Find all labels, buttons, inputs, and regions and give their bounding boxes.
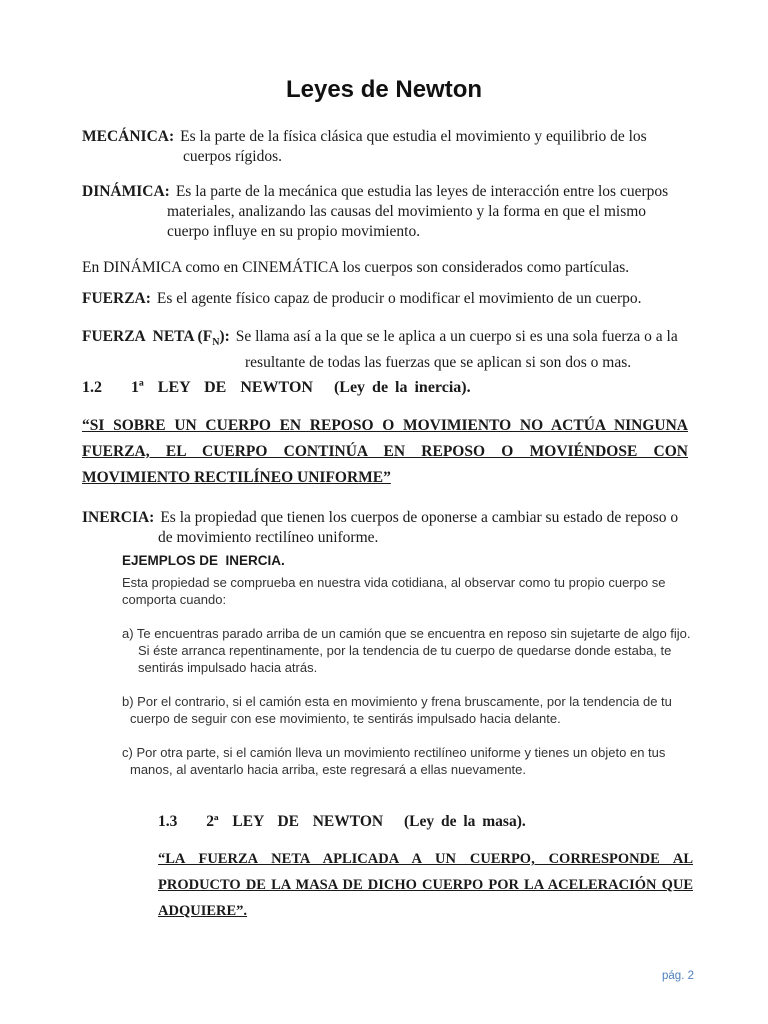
section-subtitle: (Ley de la inercia). [333,379,471,396]
examples-title: EJEMPLOS DE INERCIA. [122,553,285,568]
term-fuerza: FUERZA: [82,290,151,307]
definition-mecanica-line1: Es la parte de la física clásica que estudia el movimiento y equilibrio de los [180,128,647,145]
inertia-examples [122,553,692,778]
particles-statement: En DINÁMICA como en CINEMÁTICA los cuerpos son considerados como partículas. [82,259,630,276]
first-law-line1: “SI SOBRE UN CUERPO EN REPOSO O MOVIMIENTO NO ACTÚA NINGUNA [82,417,688,434]
definition-fuerza-text: Es el agente físico capaz de producir o modificar el movimiento de un cuerpo. [156,290,642,307]
example-b: b) Por el contrario, si el camión esta en movimiento y frena bruscamente, por la tendencia de tu cuerpo de seguir con ese movimiento, te sentirás impulsado hacia delante. [122,694,672,726]
definition-inercia-line1: Es la propiedad que tienen los cuerpos de oponerse a cambiar su estado de reposo o [160,509,679,526]
examples-intro: Esta propiedad se comprueba en nuestra vida cotidiana, al observar como tu propio cuerpo se comporta cuando: [122,575,666,607]
term-mecanica: MECÁNICA: [82,128,175,145]
section-number: 1.2 [82,379,102,396]
example-c: c) Por otra parte, si el camión lleva un movimiento rectilíneo uniforme y tienes un objeto en tus manos, al aventarlo hacia arriba, este regresará a ellas nuevamente. [122,745,666,777]
second-law-line3: ADQUIERE”. [158,903,248,919]
definition-fuerza [82,289,702,309]
section-number: 1.3 [158,813,178,830]
page-title: Leyes de Newton [285,76,483,103]
definition-dinamica [82,182,702,242]
first-law-statement [82,413,688,491]
section-heading-second-law [158,813,526,831]
definition-fuerza-neta-line1: Se llama así a la que se le aplica a un cuerpo si es una sola fuerza o a la [235,328,678,345]
definition-dinamica-line2: materiales, analizando las causas del movimiento y la forma en que el mismo [167,203,647,220]
definition-mecanica [82,127,702,167]
term-fuerza-neta: FUERZA NETA $(F_N)$: [82,328,230,349]
first-law-line2: FUERZA, EL CUERPO CONTINÚA EN REPOSO O MOVIÉNDOSE CON [82,443,688,460]
definition-fuerza-neta-line2: resultante de todas las fuerzas que se aplican si son dos o mas. [245,354,632,372]
second-law-line2: PRODUCTO DE LA MASA DE DICHO CUERPO POR LA ACELERACIÓN QUE [158,877,693,893]
section-heading-first-law [82,379,471,397]
definition-inercia [82,508,712,548]
definition-dinamica-line3: cuerpo influye en su propio movimiento. [167,223,421,240]
first-law-line3: MOVIMIENTO RECTILÍNEO UNIFORME” [82,469,391,486]
section-title: 2ª LEY DE NEWTON [206,813,384,830]
second-law-statement [158,846,693,924]
second-law-line1: “LA FUERZA NETA APLICADA A UN CUERPO, CORRESPONDE AL [158,851,693,867]
example-a: a) Te encuentras parado arriba de un camión que se encuentra en reposo sin sujetarte de algo fijo. Si éste arranca repentinamente, por la tendencia de tu cuerpo de quedarse donde estaba, te sentirás impulsado hacia atrás. [122,626,691,675]
definition-inercia-line2: de movimiento rectilíneo uniforme. [158,529,379,546]
definition-dinamica-line1: Es la parte de la mecánica que estudia las leyes de interacción entre los cuerpos [175,183,669,200]
definition-mecanica-line2: cuerpos rígidos. [183,148,283,165]
term-dinamica: DINÁMICA: [82,183,170,200]
term-inercia: INERCIA: [82,509,155,526]
section-title: 1ª LEY DE NEWTON [131,379,313,396]
definition-fuerza-neta [82,327,702,373]
section-subtitle: (Ley de la masa). [403,813,526,830]
page-number: pág. 2 [662,970,694,982]
